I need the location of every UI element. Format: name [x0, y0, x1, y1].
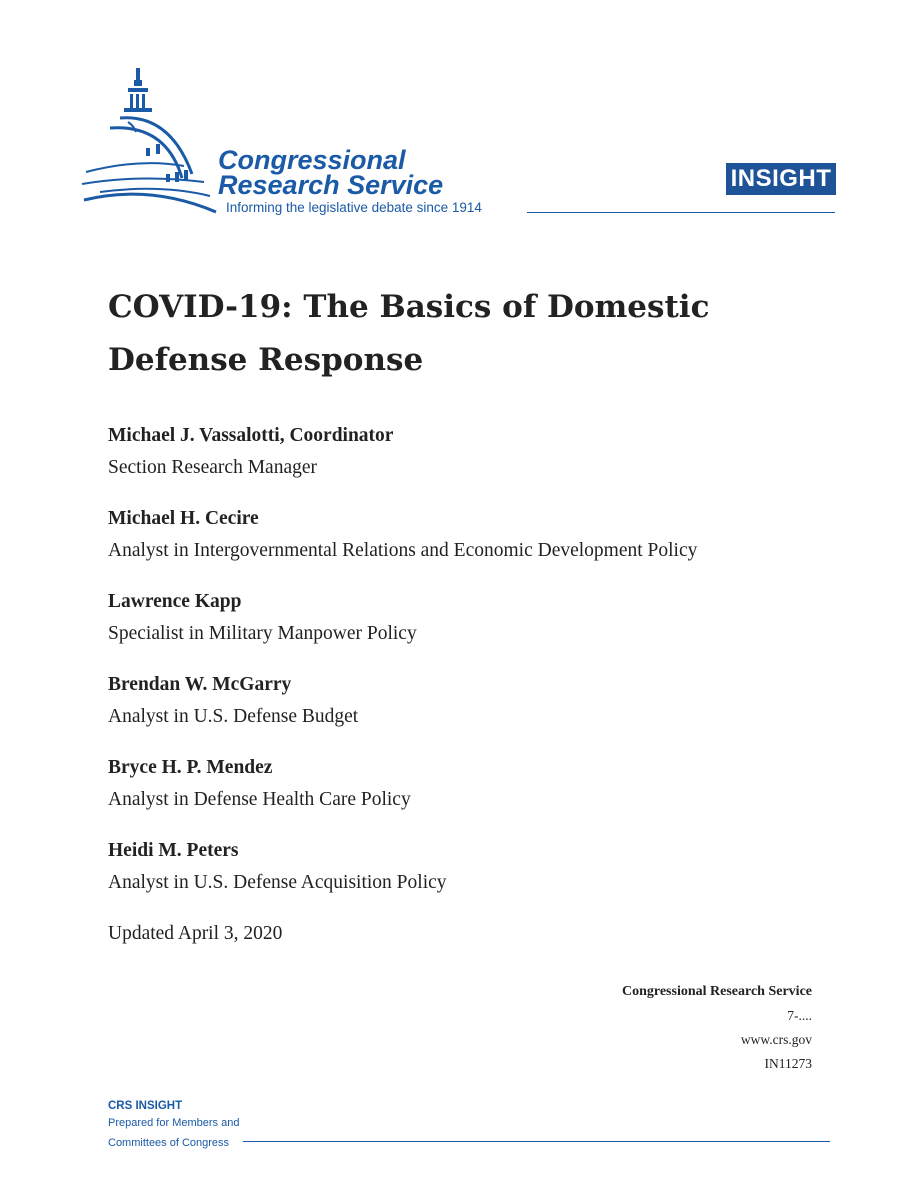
author-role: Analyst in U.S. Defense Budget [108, 706, 359, 727]
author-name: Michael J. Vassalotti, Coordinator [108, 425, 394, 446]
insight-badge: INSIGHT [726, 163, 836, 195]
author-role: Analyst in Defense Health Care Policy [108, 789, 411, 810]
author-name: Brendan W. McGarry [108, 674, 292, 695]
report-meta [622, 980, 812, 1076]
updated-date: Updated April 3, 2020 [108, 923, 283, 944]
footer-line2: Committees of Congress [108, 1137, 230, 1149]
author-item [108, 508, 697, 591]
author-role: Analyst in Intergovernmental Relations and Economic Development Policy [108, 540, 698, 561]
meta-org: Congressional Research Service [621, 984, 812, 999]
logo-tagline: Informing the legislative debate since 1914 [226, 200, 482, 215]
footer-block [108, 1099, 239, 1153]
meta-code: 7-.... [787, 1008, 812, 1023]
footer-line1: Prepared for Members and [108, 1117, 240, 1129]
author-name: Bryce H. P. Mendez [108, 757, 273, 778]
capitol-dome-logo-icon [80, 66, 230, 216]
footer-title: CRS INSIGHT [108, 1100, 183, 1112]
author-name: Lawrence Kapp [108, 591, 242, 612]
page-title: COVID-19: The Basics of Domestic Defense Response [108, 289, 710, 378]
author-item [108, 425, 697, 508]
author-name: Heidi M. Peters [108, 840, 239, 861]
meta-report-id: IN11273 [764, 1056, 812, 1071]
author-role: Specialist in Military Manpower Policy [108, 623, 417, 644]
author-item [108, 591, 697, 674]
meta-url[interactable]: www.crs.gov [740, 1032, 812, 1047]
header-rule [527, 212, 835, 213]
footer-rule [243, 1141, 830, 1142]
author-item [108, 674, 697, 757]
author-role: Section Research Manager [108, 457, 317, 478]
author-item [108, 757, 697, 840]
author-role: Analyst in U.S. Defense Acquisition Policy [108, 872, 447, 893]
author-item [108, 840, 697, 923]
logo-title-line1: Congressional [218, 145, 406, 175]
logo-title-line2: Research Service [218, 170, 444, 200]
author-name: Michael H. Cecire [108, 508, 259, 529]
author-list [108, 425, 697, 923]
